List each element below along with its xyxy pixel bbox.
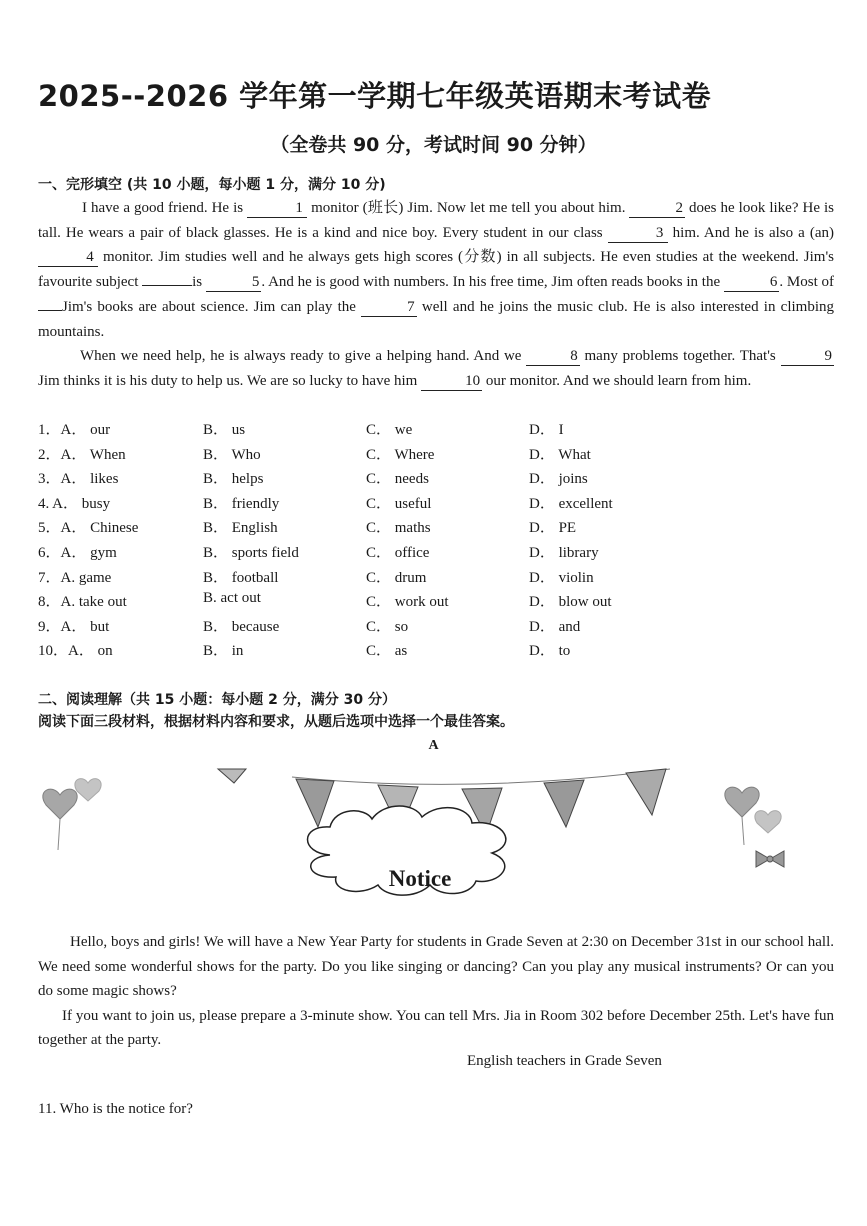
bow-icon — [756, 851, 784, 867]
cloze-paragraph-1: I have a good friend. He is 1 monitor (班长) Jim. Now let me tell you about him. 2 does he look like? He is tall. He wears a pair of black glasses. He is a kind and nice boy. Every student in our class 3 him. And he is also a (an) 4 monitor. Jim studies well and he always gets high scores (分数) in all subjects. He even studies at the weekend. Jim's favourite subject is 5 . And he is good with numbers. In his free time, Jim often reads books in the 6 . Most of Jim's books are about science. Jim can play the 7 well and he joins the music club. He is also interested in climbing mountains. — [38, 200, 834, 340]
question-11: 11. Who is the notice for? — [38, 1101, 193, 1117]
option-row: 10．A． on B． in C． as D． to — [38, 643, 571, 660]
notice-body — [38, 930, 834, 1053]
blank-1: 1 — [247, 200, 307, 218]
exam-title: 2025--2026 学年第一学期七年级英语期末考试卷 — [38, 79, 712, 113]
blank-5a — [142, 285, 192, 286]
cloze-options — [38, 418, 698, 664]
exam-subtitle: （全卷共 90 分，考试时间 90 分钟） — [270, 134, 597, 156]
notice-paragraph-1: Hello, boys and girls! We will have a New Year Party for students in Grade Seven at 2:30 on December 31st in our school hall. We need some wonderful shows for the party. Do you like singing or dancing? Can you play any musical instruments? Or can you do some magic shows? — [38, 934, 834, 999]
notice-title: Notice — [388, 866, 452, 891]
option-row: 4. A． busy B． friendly C． useful D． excellent — [38, 495, 613, 512]
blank-2: 2 — [629, 200, 685, 218]
section1-heading: 一、完形填空 (共 10 小题，每小题 1 分，满分 10 分) — [38, 177, 386, 193]
option-row: 3．A． likes B． helps C． needs D． joins — [38, 471, 588, 488]
blank-7: 7 — [361, 299, 417, 317]
option-row: 8．A. take out B. act out C． work out D． blow out — [38, 590, 612, 611]
blank-4: 4 — [38, 249, 98, 267]
option-row: 5．A． Chinese B． English C． maths D． PE — [38, 520, 577, 537]
option-row: 9．A． but B． because C． so D． and — [38, 618, 581, 635]
option-row: 6．A． gym B． sports field C． office D． library — [38, 544, 599, 561]
blank-6: 6 — [724, 274, 780, 292]
option-row: 1．A． our B． us C． we D． I — [38, 422, 564, 438]
part-a-label: A — [428, 738, 439, 753]
cloze-passage — [38, 196, 834, 394]
option-row: 7．A. game B． football C． drum D． violin — [38, 569, 594, 586]
blank-extra — [38, 310, 62, 311]
blank-8: 8 — [526, 348, 580, 366]
blank-5: 5 — [206, 274, 262, 292]
section2-instruction: 阅读下面三段材料，根据材料内容和要求，从题后选项中选择一个最佳答案。 — [38, 714, 514, 730]
section2-heading: 二、阅读理解（共 15 小题：每小题 2 分，满分 30 分） — [38, 692, 396, 708]
notice-signature: English teachers in Grade Seven — [467, 1053, 662, 1069]
notice-paragraph-2: If you want to join us, please prepare a 3-minute show. You can tell Mrs. Jia in Room 302 before December 25th. Let's have fun together at the party. — [38, 1007, 834, 1048]
blank-10: 10 — [421, 373, 482, 391]
option-row: 2．A． When B． Who C． Where D． What — [38, 446, 591, 463]
cloze-paragraph-2: When we need help, he is always ready to give a helping hand. And we 8 many problems together. That's 9 Jim thinks it is his duty to help us. We are so lucky to have him 10 our monitor. And we should learn from him. — [38, 348, 832, 389]
blank-3: 3 — [608, 225, 668, 243]
blank-9: 9 — [781, 348, 835, 366]
